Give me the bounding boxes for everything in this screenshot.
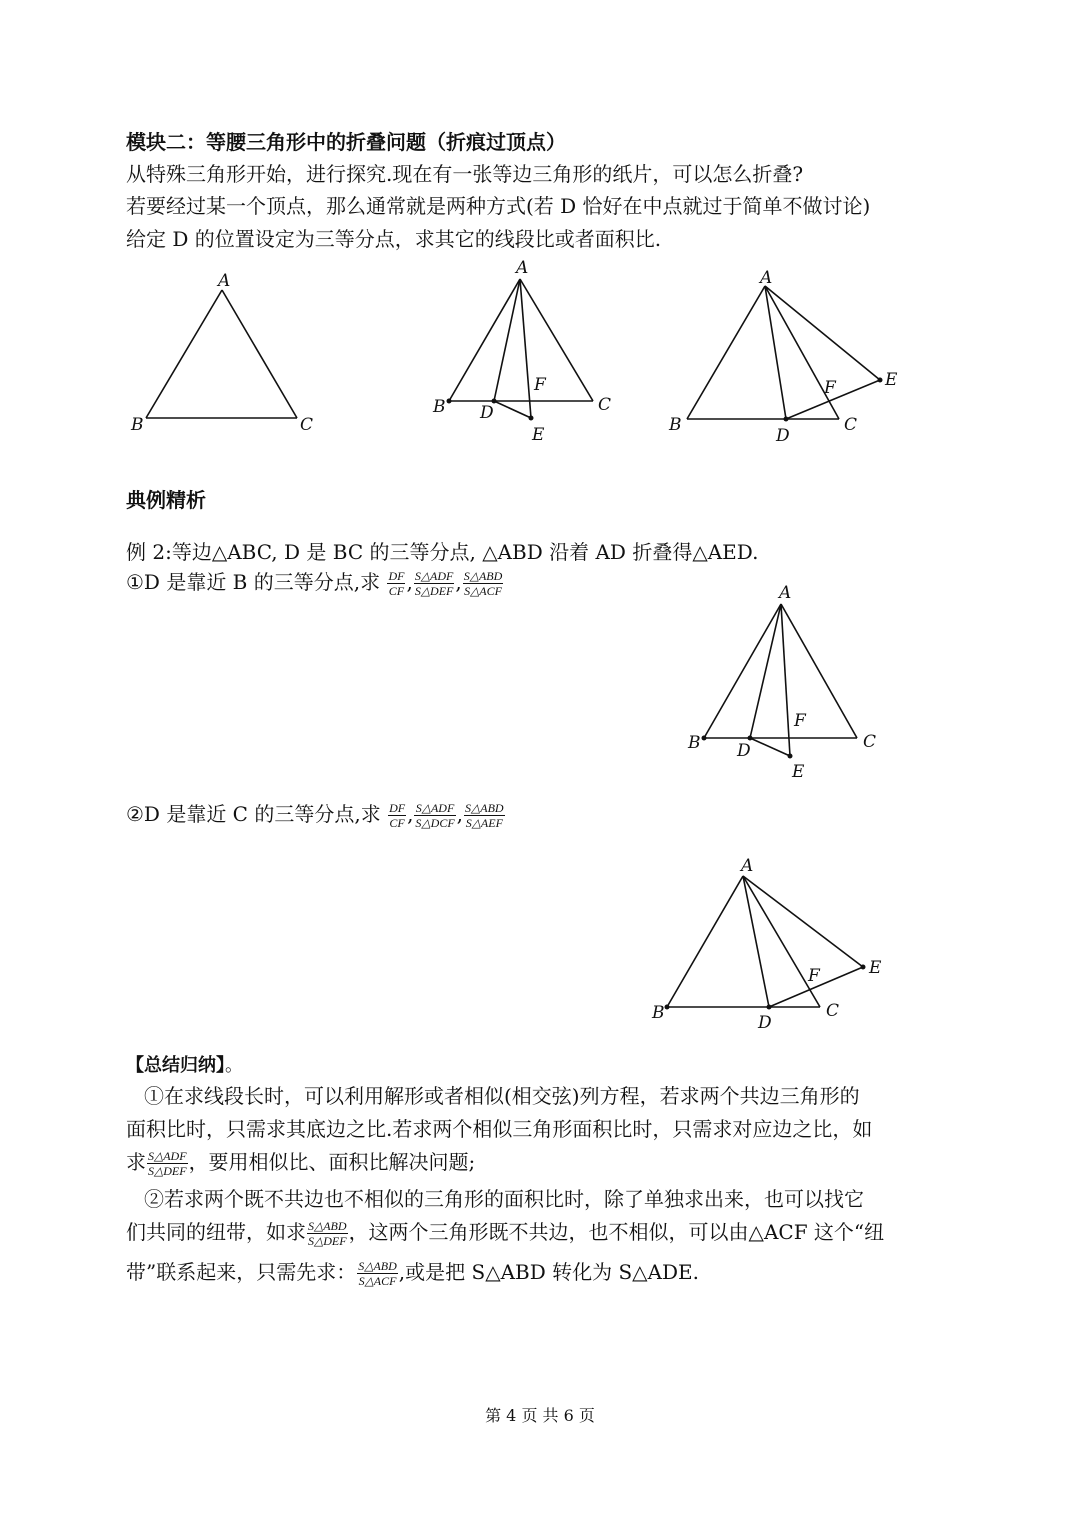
section-title: 典例精析 <box>126 488 206 512</box>
part2-text: ②D 是靠近 C 的三等分点,求 <box>126 802 381 826</box>
label-a: A <box>218 271 231 291</box>
summary-p2-line2: 们共同的纽带，如求 $\frac{\text{S△ABD}}{\text{S△DEF}}$ ，这两个三角形既不共边，也不相似，可以由△ACF 这个“纽 <box>126 1219 885 1248</box>
vertex-dots <box>447 378 883 1010</box>
summary-p1-line1: ①在求线段长时，可以利用解形或者相似(相交弦)列方程，若求两个共边三角形的 <box>144 1084 860 1108</box>
label-b: B <box>131 415 144 435</box>
label-c: C <box>598 395 612 415</box>
summary-p2-line1: ②若求两个既不共边也不相似的三角形的面积比时，除了单独求出来，也可以找它 <box>144 1187 864 1211</box>
intro-line-2: 若要经过某一个顶点，那么通常就是两种方式(若 D 恰好在中点就过于简单不做讨论) <box>126 194 871 218</box>
label-e: E <box>532 425 545 445</box>
figure-example-part2 <box>667 876 863 1007</box>
label-f: F <box>534 375 546 395</box>
part1-text: ①D 是靠近 B 的三等分点,求 <box>126 570 381 594</box>
label-f: F <box>794 711 806 731</box>
figure-fold-near-c <box>687 286 880 419</box>
label-d: D <box>480 403 494 423</box>
fraction: $\frac{\text{S△ADF}}{\text{S△DCF}}$ <box>415 801 455 830</box>
label-a: A <box>760 268 773 288</box>
fraction: $\frac{\text{S△ABD}}{\text{S△DEF}}$ <box>308 1219 347 1248</box>
label-c: C <box>863 732 877 752</box>
intro-line-1: 从特殊三角形开始，进行探究.现在有一张等边三角形的纸片，可以怎么折叠? <box>126 162 804 186</box>
label-a: A <box>779 583 792 603</box>
label-d: D <box>758 1013 772 1033</box>
example-statement: 例 2:等边△ABC, D 是 BC 的三等分点, △ABD 沿着 AD 折叠得△AED. <box>126 540 759 564</box>
label-e: E <box>869 958 882 978</box>
fraction: $\frac{\text{S△ABD}}{\text{S△AEF}}$ <box>465 801 504 830</box>
fraction: $\frac{DF}{CF}$ <box>389 801 406 830</box>
figure-equilateral-triangle <box>146 290 297 418</box>
example-part1: ①D 是靠近 B 的三等分点,求 $\frac{DF}{CF}$ , $\frac{\text{S△ADF}}{\text{S△DEF}}$ , $\frac{\text{S△ABD}}{\text{S△ACF}}$ <box>126 569 503 598</box>
label-d: D <box>776 426 790 446</box>
summary-p1-line3: 求 $\frac{\text{S△ADF}}{\text{S△DEF}}$ ，要用相似比、面积比解决问题; <box>126 1149 476 1178</box>
summary-p1-line2: 面积比时，只需求其底边之比.若求两个相似三角形面积比时，只需求对应边之比，如 <box>126 1117 873 1141</box>
fraction: $\frac{\text{S△ADF}}{\text{S△DEF}}$ <box>148 1149 187 1178</box>
example-part2: ②D 是靠近 C 的三等分点,求 $\frac{DF}{CF}$ , $\frac{\text{S△ADF}}{\text{S△DCF}}$ , $\frac{\text{S△ABD}}{\text{S△AEF}}$ <box>126 801 504 830</box>
label-c: C <box>826 1001 840 1021</box>
label-a: A <box>741 856 754 876</box>
label-e: E <box>885 370 898 390</box>
fraction: $\frac{\text{S△ADF}}{\text{S△DEF}}$ <box>414 569 454 598</box>
label-c: C <box>300 415 314 435</box>
section-heading: 模块二：等腰三角形中的折叠问题（折痕过顶点） <box>126 130 566 154</box>
label-f: F <box>824 378 836 398</box>
label-b: B <box>652 1003 665 1023</box>
summary-p2-line3: 带”联系起来，只需先求： $\frac{\text{S△ABD}}{\text{S△ACF}}$ ,或是把 S△ABD 转化为 S△ADE. <box>126 1259 700 1288</box>
label-d: D <box>737 741 751 761</box>
label-c: C <box>844 415 858 435</box>
label-b: B <box>688 733 701 753</box>
label-a: A <box>516 258 529 278</box>
fraction: $\frac{\text{S△ABD}}{\text{S△ACF}}$ <box>463 569 503 598</box>
summary-title-suffix: 。 <box>225 1055 243 1076</box>
label-b: B <box>433 397 446 417</box>
label-e: E <box>792 762 805 782</box>
label-b: B <box>669 415 682 435</box>
fraction: $\frac{\text{S△ABD}}{\text{S△ACF}}$ <box>358 1259 397 1288</box>
figure-fold-near-b <box>449 279 593 418</box>
summary-title: 【总结归纳】 <box>126 1055 225 1076</box>
figure-example-part1 <box>704 604 857 756</box>
fraction: $\frac{DF}{CF}$ <box>388 569 405 598</box>
page-footer: 第 4 页 共 6 页 <box>485 1406 595 1425</box>
label-f: F <box>808 966 820 986</box>
summary-title-line <box>126 1052 243 1080</box>
intro-line-3: 给定 D 的位置设定为三等分点，求其它的线段比或者面积比. <box>126 227 662 251</box>
